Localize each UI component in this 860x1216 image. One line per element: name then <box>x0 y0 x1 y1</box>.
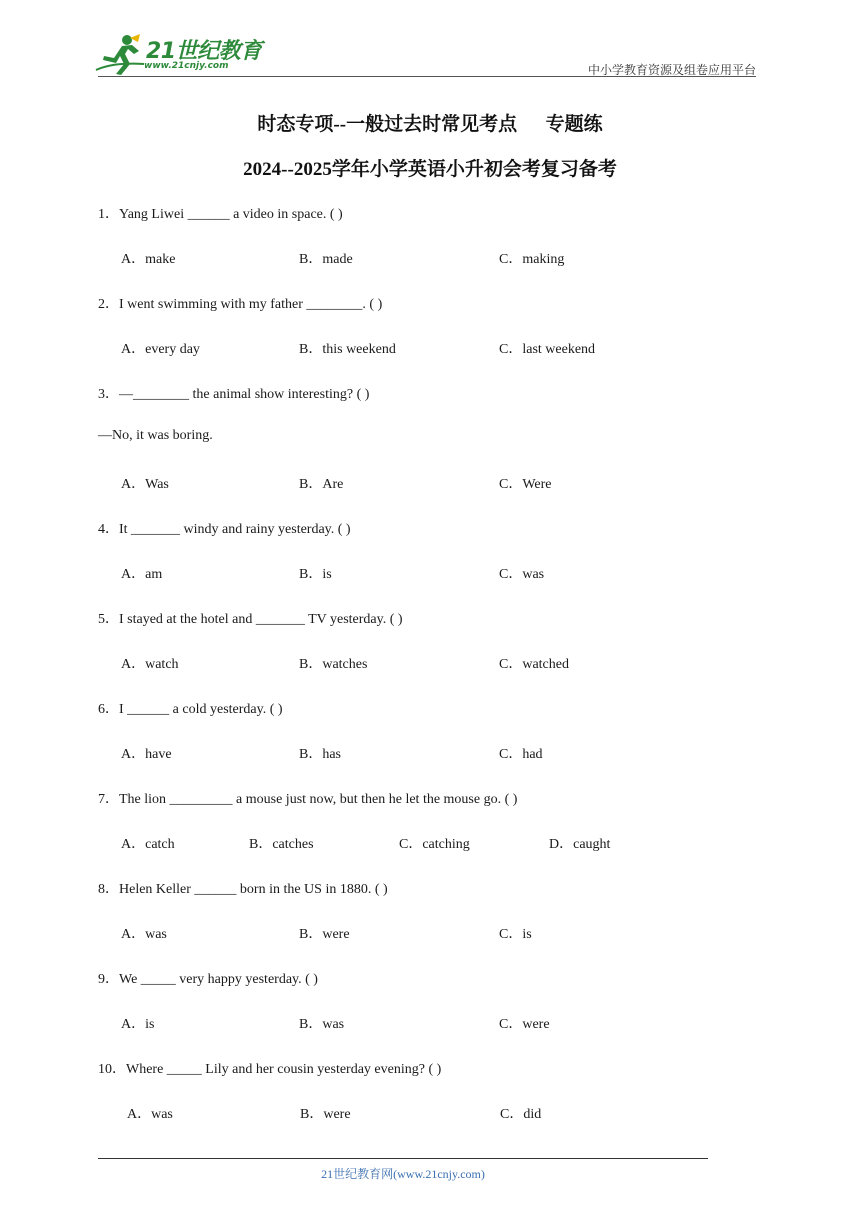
q8-option-c[interactable]: C．is <box>499 927 532 942</box>
q9-option-a[interactable]: A．is <box>121 1017 155 1032</box>
q10-option-b[interactable]: B．were <box>300 1107 351 1122</box>
q3-option-c[interactable]: C．Were <box>499 477 552 492</box>
question-7: 7．The lion _________ a mouse just now, but then he let the mouse go. ( ) <box>98 792 518 807</box>
doc-subtitle: 2024--2025学年小学英语小升初会考复习备考 <box>243 159 617 180</box>
footer-divider <box>98 1158 708 1159</box>
question-3: 3．—________ the animal show interesting? ( ) <box>98 387 370 402</box>
question-4: 4．It _______ windy and rainy yesterday. ( ) <box>98 522 351 537</box>
logo-url: www.21cnjy.com <box>144 61 229 71</box>
question-10: 10．Where _____ Lily and her cousin yesterday evening? ( ) <box>98 1062 442 1077</box>
q9-option-c[interactable]: C．were <box>499 1017 550 1032</box>
q2-option-a[interactable]: A．every day <box>121 342 200 357</box>
q2-option-b[interactable]: B．this weekend <box>299 342 396 357</box>
q4-option-a[interactable]: A．am <box>121 567 163 582</box>
q7-option-d[interactable]: D．caught <box>549 837 611 852</box>
q3-option-b[interactable]: B．Are <box>299 477 344 492</box>
question-3-response: —No, it was boring. <box>98 428 213 443</box>
q9-option-b[interactable]: B．was <box>299 1017 345 1032</box>
q5-option-b[interactable]: B．watches <box>299 657 368 672</box>
header-divider <box>98 76 756 77</box>
question-8: 8．Helen Keller ______ born in the US in 1880. ( ) <box>98 882 388 897</box>
q1-option-a[interactable]: A．make <box>121 252 176 267</box>
footer-link[interactable]: 21世纪教育网(www.21cnjy.com) <box>321 1167 485 1181</box>
question-1: 1．Yang Liwei ______ a video in space. ( ) <box>98 207 343 222</box>
running-man-icon <box>94 34 146 76</box>
q10-option-c[interactable]: C．did <box>500 1107 542 1122</box>
q6-option-c[interactable]: C．had <box>499 747 543 762</box>
q5-option-c[interactable]: C．watched <box>499 657 569 672</box>
question-5: 5．I stayed at the hotel and _______ TV yesterday. ( ) <box>98 612 403 627</box>
q1-option-c[interactable]: C．making <box>499 252 565 267</box>
page-header <box>0 0 860 80</box>
q7-option-a[interactable]: A．catch <box>121 837 175 852</box>
q2-option-c[interactable]: C．last weekend <box>499 342 596 357</box>
q8-option-b[interactable]: B．were <box>299 927 350 942</box>
question-9: 9．We _____ very happy yesterday. ( ) <box>98 972 318 987</box>
q8-option-a[interactable]: A．was <box>121 927 167 942</box>
logo-text: 21世纪教育 <box>146 39 262 64</box>
q4-option-b[interactable]: B．is <box>299 567 332 582</box>
q7-option-b[interactable]: B．catches <box>249 837 314 852</box>
platform-name: 中小学教育资源及组卷应用平台 <box>587 63 756 77</box>
question-6: 6．I ______ a cold yesterday. ( ) <box>98 702 283 717</box>
q10-option-a[interactable]: A．was <box>127 1107 173 1122</box>
q3-option-a[interactable]: A．Was <box>121 477 169 492</box>
doc-title: 时态专项--一般过去时常见考点 专题练 <box>257 114 603 135</box>
site-logo <box>94 34 264 78</box>
q1-option-b[interactable]: B．made <box>299 252 353 267</box>
q5-option-a[interactable]: A．watch <box>121 657 179 672</box>
q6-option-b[interactable]: B．has <box>299 747 341 762</box>
question-2: 2．I went swimming with my father ________. ( ) <box>98 297 383 312</box>
q4-option-c[interactable]: C．was <box>499 567 545 582</box>
q7-option-c[interactable]: C．catching <box>399 837 470 852</box>
q6-option-a[interactable]: A．have <box>121 747 172 762</box>
